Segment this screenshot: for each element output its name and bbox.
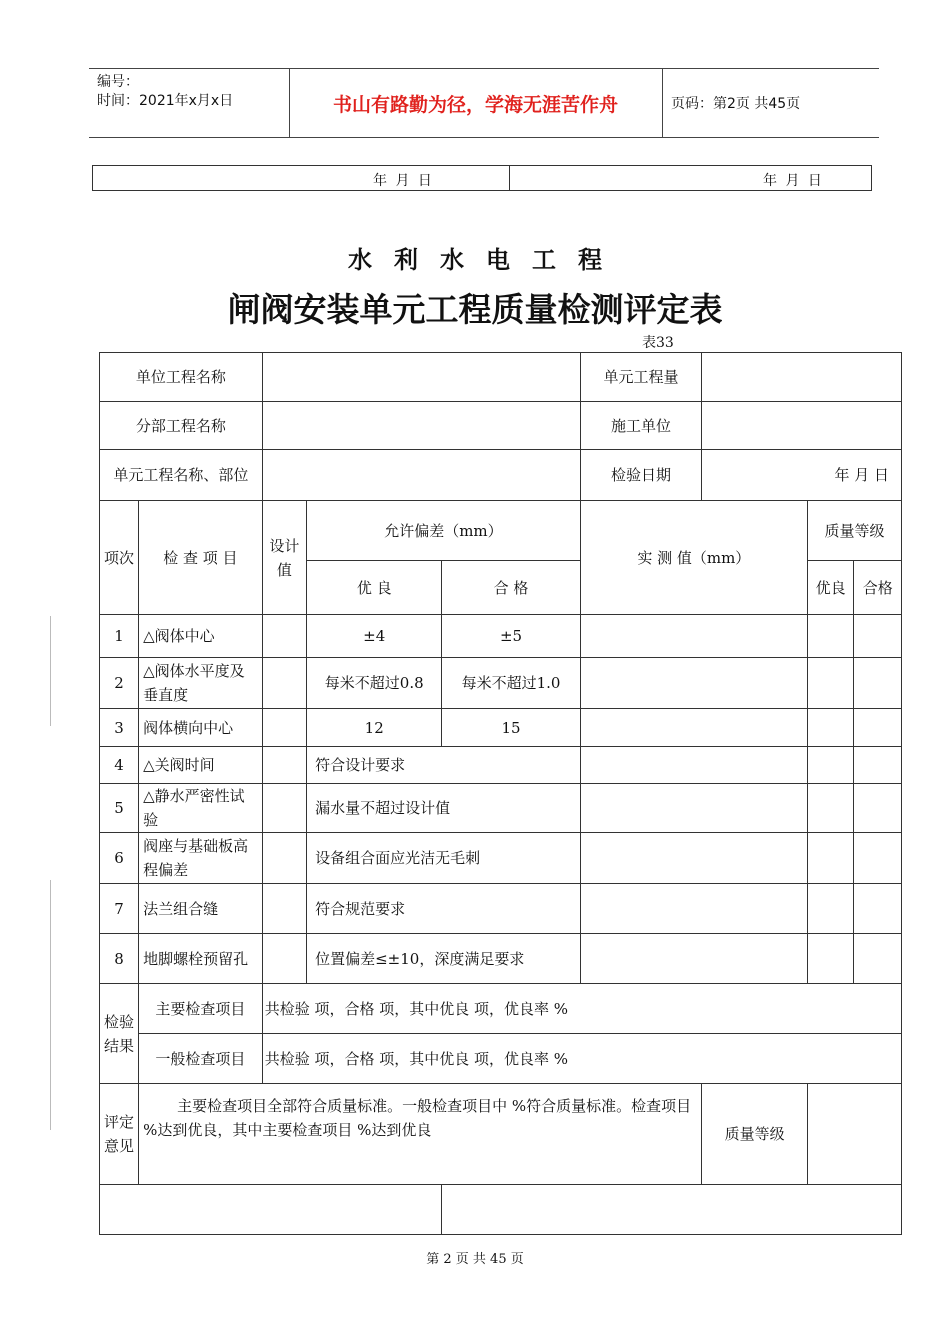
row-item: △静水严密性试验	[139, 784, 263, 833]
row-no: 6	[100, 833, 139, 884]
row-grade-excellent[interactable]	[807, 747, 853, 784]
page-footer: 第 2 页 共 45 页	[426, 1252, 524, 1267]
page-info: 页码：第2页 共45页	[671, 96, 801, 112]
row-design[interactable]	[262, 709, 306, 747]
table-row	[100, 934, 902, 984]
row-no: 7	[100, 884, 139, 934]
row-excellent: 每米不超过0.8	[307, 658, 442, 709]
element-name-label: 单元工程名称、部位	[100, 450, 263, 501]
row-grade-qualified[interactable]	[854, 615, 902, 658]
row-measured[interactable]	[580, 709, 807, 747]
inspection-date-value[interactable]: 年 月 日	[702, 450, 902, 501]
row-item: 法兰组合缝	[139, 884, 263, 934]
header-meta	[97, 73, 233, 111]
evaluation-grade-value[interactable]	[807, 1084, 901, 1185]
row-requirement: 漏水量不超过设计值	[307, 784, 581, 833]
date-left: 年 月 日	[373, 173, 434, 189]
row-requirement: 符合设计要求	[307, 747, 581, 784]
col-grade-qualified: 合格	[854, 561, 902, 615]
evaluation-table	[99, 352, 902, 1235]
margin-mark	[50, 880, 51, 1130]
col-check-item: 检 查 项 目	[139, 501, 263, 615]
row-item: 阀座与基础板高程偏差	[139, 833, 263, 884]
unit-project-name-label: 单位工程名称	[100, 353, 263, 402]
results-label: 检验结果	[100, 984, 139, 1084]
date-strip	[92, 165, 872, 191]
row-requirement: 位置偏差≤±10，深度满足要求	[307, 934, 581, 984]
col-design-value: 设计值	[262, 501, 306, 615]
row-grade-qualified[interactable]	[854, 658, 902, 709]
page-header	[89, 68, 879, 138]
row-measured[interactable]	[580, 784, 807, 833]
row-grade-excellent[interactable]	[807, 884, 853, 934]
row-excellent: 12	[307, 709, 442, 747]
row-grade-qualified[interactable]	[854, 934, 902, 984]
evaluation-text: 主要检查项目全部符合质量标准。一般检查项目中 %符合质量标准。检查项目 %达到优良，其中主要检查项目 %达到优良	[139, 1084, 702, 1185]
row-item: △阀体水平度及垂直度	[139, 658, 263, 709]
signature-left[interactable]	[100, 1185, 442, 1235]
row-measured[interactable]	[580, 747, 807, 784]
row-qualified: ±5	[442, 615, 580, 658]
row-grade-excellent[interactable]	[807, 658, 853, 709]
results-general-text: 共检验 项，合格 项，其中优良 项，优良率 %	[262, 1034, 901, 1084]
construction-unit-label: 施工单位	[580, 402, 702, 450]
row-design[interactable]	[262, 884, 306, 934]
col-qualified: 合 格	[442, 561, 580, 615]
table-row	[100, 709, 902, 747]
row-design[interactable]	[262, 747, 306, 784]
col-tolerance: 允许偏差（mm）	[307, 501, 581, 561]
row-grade-qualified[interactable]	[854, 884, 902, 934]
row-design[interactable]	[262, 833, 306, 884]
row-requirement: 符合规范要求	[307, 884, 581, 934]
row-grade-qualified[interactable]	[854, 784, 902, 833]
col-measured: 实 测 值（mm）	[580, 501, 807, 615]
row-no: 3	[100, 709, 139, 747]
time-label: 时间：2021年x月x日	[97, 93, 234, 109]
row-qualified: 每米不超过1.0	[442, 658, 580, 709]
row-measured[interactable]	[580, 884, 807, 934]
table-row	[100, 658, 902, 709]
results-general-label: 一般检查项目	[139, 1034, 263, 1084]
row-measured[interactable]	[580, 934, 807, 984]
sub-project-name-value[interactable]	[262, 402, 580, 450]
row-measured[interactable]	[580, 615, 807, 658]
number-label: 编号：	[97, 74, 139, 90]
page-title: 闸阀安装单元工程质量检测评定表	[227, 290, 723, 329]
row-design[interactable]	[262, 658, 306, 709]
col-item-no: 项次	[100, 501, 139, 615]
inspection-date-label: 检验日期	[580, 450, 702, 501]
row-no: 1	[100, 615, 139, 658]
row-item: △关阀时间	[139, 747, 263, 784]
row-design[interactable]	[262, 934, 306, 984]
row-grade-qualified[interactable]	[854, 833, 902, 884]
results-main-label: 主要检查项目	[139, 984, 263, 1034]
element-name-value[interactable]	[262, 450, 580, 501]
results-main-text: 共检验 项，合格 项，其中优良 项，优良率 %	[262, 984, 901, 1034]
row-no: 5	[100, 784, 139, 833]
row-measured[interactable]	[580, 833, 807, 884]
margin-mark	[50, 616, 51, 726]
row-grade-qualified[interactable]	[854, 709, 902, 747]
table-number: 表33	[642, 335, 674, 351]
row-no: 8	[100, 934, 139, 984]
table-row	[100, 884, 902, 934]
row-grade-excellent[interactable]	[807, 833, 853, 884]
title-line-1: 水利水电工程	[348, 245, 624, 274]
evaluation-label: 评定意见	[100, 1084, 139, 1185]
row-item: 阀体横向中心	[139, 709, 263, 747]
row-grade-qualified[interactable]	[854, 747, 902, 784]
row-no: 4	[100, 747, 139, 784]
row-grade-excellent[interactable]	[807, 615, 853, 658]
row-measured[interactable]	[580, 658, 807, 709]
row-design[interactable]	[262, 615, 306, 658]
row-grade-excellent[interactable]	[807, 784, 853, 833]
row-grade-excellent[interactable]	[807, 709, 853, 747]
unit-project-name-value[interactable]	[262, 353, 580, 402]
signature-right[interactable]	[442, 1185, 902, 1235]
unit-work-qty-label: 单元工程量	[580, 353, 702, 402]
table-row	[100, 747, 902, 784]
sub-project-name-label: 分部工程名称	[100, 402, 263, 450]
date-right: 年 月 日	[763, 173, 824, 189]
col-excellent: 优 良	[307, 561, 442, 615]
row-item: 地脚螺栓预留孔	[139, 934, 263, 984]
evaluation-grade-label: 质量等级	[702, 1084, 808, 1185]
motto: 书山有路勤为径，学海无涯苦作舟	[332, 93, 618, 116]
row-requirement: 设备组合面应光洁无毛刺	[307, 833, 581, 884]
row-grade-excellent[interactable]	[807, 934, 853, 984]
table-row	[100, 833, 902, 884]
row-qualified: 15	[442, 709, 580, 747]
row-item: △阀体中心	[139, 615, 263, 658]
col-quality-grade: 质量等级	[807, 501, 901, 561]
unit-work-qty-value[interactable]	[702, 353, 902, 402]
table-row	[100, 784, 902, 833]
row-excellent: ±4	[307, 615, 442, 658]
col-grade-excellent: 优良	[807, 561, 853, 615]
construction-unit-value[interactable]	[702, 402, 902, 450]
row-design[interactable]	[262, 784, 306, 833]
table-row	[100, 615, 902, 658]
row-no: 2	[100, 658, 139, 709]
